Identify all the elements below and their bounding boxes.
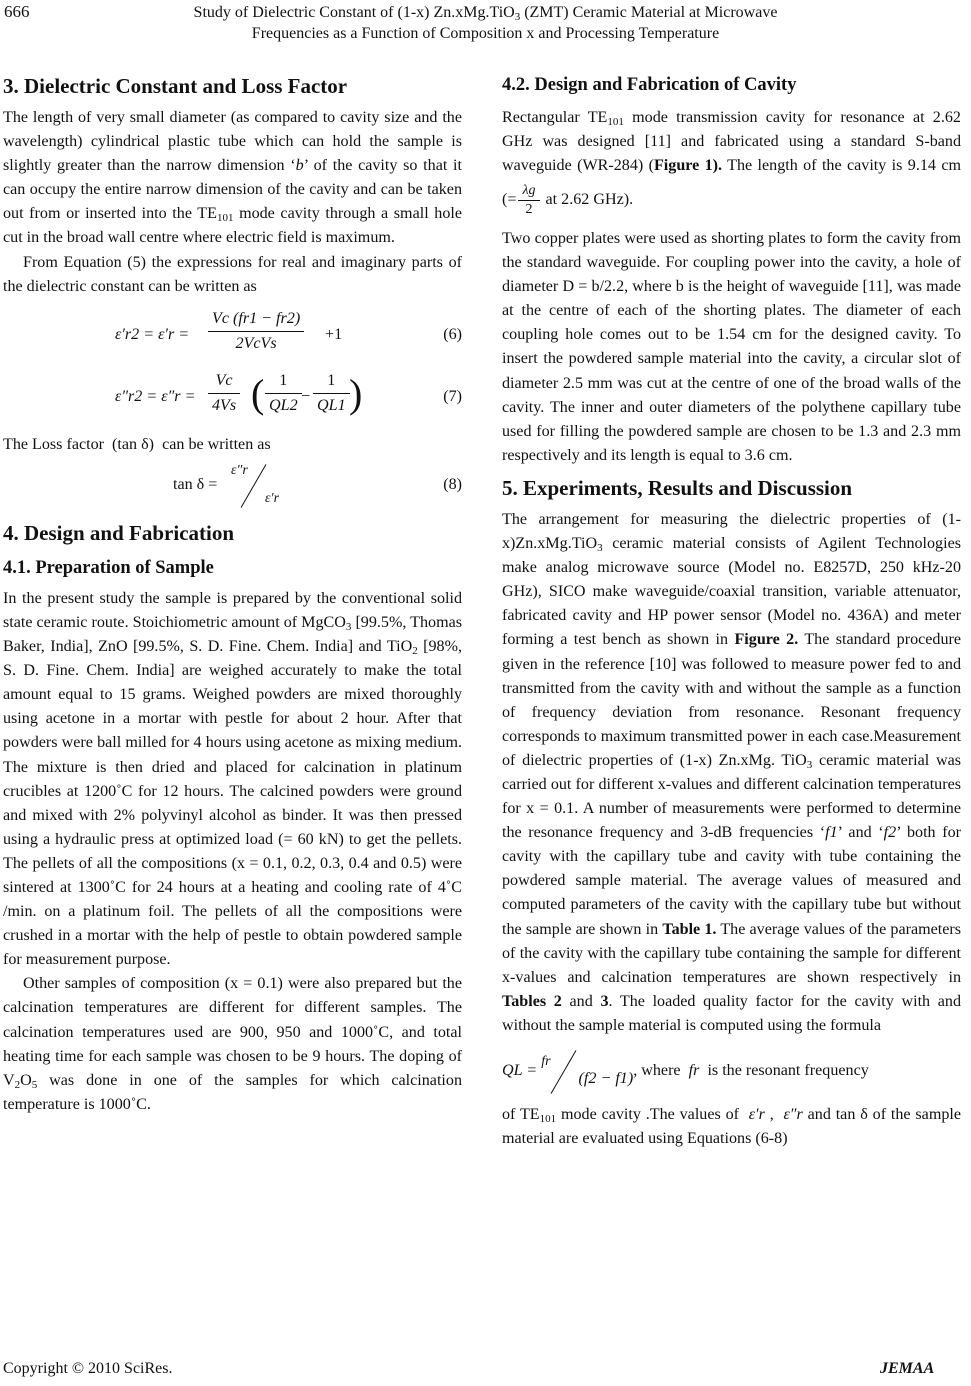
running-header <box>0 2 971 44</box>
section-4-heading: 4. Design and Fabrication <box>3 520 235 545</box>
section-4-1-heading: 4.1. Preparation of Sample <box>3 557 214 578</box>
section-3-paragraph-1: The length of very small diameter (as compared to cavity size and the wavelength) cylindrical plastic tube which can hold the sample is slightly greater than the narrow dimension ‘b’ of the cavity so that it can occupy the entire narrow dimension of the cavity and can be taken out from or inserted into the $TE_{101}$ mode cavity through a small hole cut in the broad wall centre where electric field is maximum. <box>3 109 462 247</box>
section-4-2-paragraph-2: Two copper plates were used as shorting plates to form the cavity from the standard waveguide. For coupling power into the cavity, a hole of diameter D = b/2.2, where b is the height of waveguide [11], was made at the centre of each of the shorting plates. The diameter of each coupling hole comes out to be 1.54 cm for the designed cavity. To insert the powdered sample material into the cavity, a circular slot of diameter 2.5 mm was cut at the centre of one of the broad walls of the cavity. The inner and outer diameters of the polythene capillary tube used for filling the powdered sample are chosen to be 1.3 and 2.3 mm respectively and its length is equal to 3.6 cm. <box>502 230 961 464</box>
running-header-line1: Study of Dielectric Constant of (1-x) Zn.xMg.TiO$_3$ (ZMT) Ceramic Material at Microwave <box>193 4 778 23</box>
quality-factor-formula-line: QL = fr(f2 − f1), where fr is the resonant frequency <box>502 1038 961 1103</box>
copyright-notice: Copyright © 2010 SciRes. <box>3 1360 173 1377</box>
section-5-paragraph-2: of $TE_{101}$ mode cavity .The values of ε′r , ε″r and tan δ of the sample material are evaluated using Equations (6-8) <box>502 1106 961 1148</box>
page-number: 666 <box>4 2 30 21</box>
section-5-heading: 5. Experiments, Results and Discussion <box>502 475 853 500</box>
section-4-1-paragraph-2: Other samples of composition (x = 0.1) were also prepared but the calcination temperatures are different for different samples. The calcination temperatures used are 900, 950 and 1000˚C, and total heating time for each sample was chosen to be 9 hours. The doping of $V_2O_5$ was done in one of the samples for which calcination temperature is 1000˚C. <box>3 975 462 1113</box>
section-4-2-paragraph-1: Rectangular $TE_{101}$ mode transmission cavity for resonance at 2.62 GHz was designed [11] and fabricated using a standard S-band waveguide (WR-284) (Figure 1). The length of the cavity is 9.14 cm (= $\frac{\lambda g}{2}$ at 2.62 GHz). <box>502 109 961 217</box>
section-3-paragraph-2: From Equation (5) the expressions for real and imaginary parts of the dielectric constant can be written as <box>3 253 462 295</box>
running-header-line2: Frequencies as a Function of Composition x and Processing Temperature <box>251 25 720 42</box>
section-4-1-paragraph-1: In the present study the sample is prepared by the conventional solid state ceramic route. Stoichiometric amount of MgCO$_3$ [99.5%, Thomas Baker, India], ZnO [99.5%, S. D. Fine. Chem. India] and TiO$_2$ [98%, S. D. Fine. Chem. India] are weighed accurately to make the total amount equal to 15 grams. Weighed powders are mixed thoroughly using acetone in a mortar with pestle for about 2 hour. After that powders were ball milled for 4 hours using acetone as mixing medium. The mixture is then dried and placed for calcination in platinum crucibles at 1200˚C for 12 hours. The calcined powders were ground and mixed with 2% polyvinyl alcohol as binder. It was then pressed using a hydraulic press at optimized load (= 60 kN) to get the pellets. The pellets of all the compositions (x = 0.1, 0.2, 0.3, 0.4 and 0.5) were sintered at 1300˚C for 24 hours at a heating and cooling rate of 4˚C /min. on a platinum foil. The pellets of all the compositions were crushed in a mortar with the help of pestle to obtain powdered sample for measurement purpose. <box>3 589 463 969</box>
journal-name: JEMAA <box>880 1360 935 1377</box>
loss-factor-text: The Loss factor (tan δ) can be written as <box>3 435 271 453</box>
section-5-paragraph-1: The arrangement for measuring the dielectric properties of (1-x)Zn.xMg.TiO$_3$ ceramic material consists of Agilent Technologies make analog microwave source (Model no. E8257D, 250 kHz-20 GHz), SICO make waveguide/coaxial transition, variable attenuator, fabricated cavity and HP power sensor (Model no. 436A) and meter forming a test bench as shown in Figure 2. The standard procedure given in the reference [10] was followed to measure power fed to and transmitted from the cavity with and without the sample as a function of frequency deviation from resonance. Resonant frequency corresponds to maximum transmitted power in each case.Measurement of dielectric properties of (1-x) Zn.xMg. TiO$_3$ ceramic material was carried out for different x-values and different calcination temperatures for x = 0.1. A number of measurements were performed to determine the resonance frequency and 3-dB frequencies ‘f1’ and ‘f2’ both for cavity with the capillary tube and cavity with tube containing the powdered sample material. The average values of measured and computed parameters of the cavity with the capillary tube but without the sample are shown in Table 1. The average values of the parameters of the cavity with the capillary tube containing the sample for different x-values and calcination temperatures are shown respectively in Tables 2 and 3. The loaded quality factor for the cavity with and without the sample material is computed using the formula <box>502 510 962 1034</box>
section-3-heading: 3. Dielectric Constant and Loss Factor <box>3 74 348 98</box>
left-column <box>3 72 462 1117</box>
equation-6: ε′r2 = ε′r = Vc (fr1 − fr2) 2VcVs +1 (6) <box>3 305 462 365</box>
section-4-2-heading: 4.2. Design and Fabrication of Cavity <box>502 75 797 95</box>
right-column <box>502 72 961 1151</box>
equation-8: tan δ = ε″r ε′r (8) <box>173 462 462 506</box>
equation-7: ε″r2 = ε″r = $\frac{Vc}{4Vs}$ ( $\frac{1}{QL2}$ − $\frac{1}{QL1}$ ) (7) <box>3 365 462 431</box>
